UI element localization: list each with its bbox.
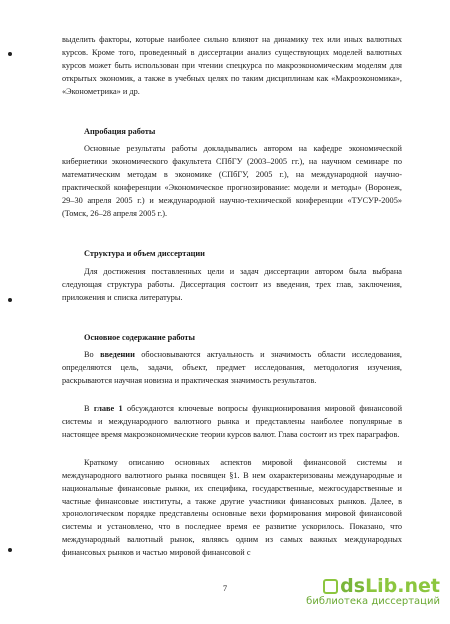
watermark-logo: dsLib.net [306, 576, 440, 596]
margin-bullet-bottom [8, 548, 12, 552]
watermark [306, 576, 440, 608]
paragraph-introduction-summary: Во введении обосновываются актуальность и значимость области исследования, определяются цель, задачи, объект, предмет исследования, методология изучения, раскрываются научная новизна и практическая значимость результатов. [62, 350, 402, 386]
paragraph-intro: выделить факторы, которые наиболее сильно влияют на динамику тех или иных валютных курсов. Кроме того, проведенный в диссертации анализ существующих моделей валютных курсов может быть использован при чтении спецкурса по макроэкономическим моделям для открытых экономик, а также в учебных целях по таким дисциплинам как «Макроэкономика», «Эконометрика» и др. [62, 35, 402, 96]
watermark-subtitle: библиотека диссертаций [306, 596, 440, 607]
paragraph-chapter1-summary: В главе 1 обсуждаются ключевые вопросы функционирования мировой финансовой системы и международного валютного рынка и представлены наиболее популярные в настоящее время макроэкономические теории курсов валют. Глава состоит из трех параграфов. [62, 404, 403, 439]
margin-bullet-middle [8, 298, 12, 302]
paragraph-approbation: Основные результаты работы докладывались автором на кафедре экономической кибернетики экономического факультета СПбГУ (2003–2005 гг.), на научном семинаре по математическим методам в экономике (СПбГУ, 2005 г.), на международной научно-практической конференции «Экономическое прогнозирование: модели и методы» (Воронеж, 29–30 апреля 2005 г.) и международной научно-технической конференции «ТУСУР-2005» (Томск, 26–28 апреля 2005 г.). [62, 144, 402, 218]
paragraph-structure: Для достижения поставленных цели и задач диссертации автором была выбрана следующая структура работы. Диссертация состоит из введения, трех глав, заключения, приложения и списка литературы. [62, 266, 402, 302]
page-number: 7 [222, 583, 228, 593]
heading-approbation: Апробация работы [84, 126, 156, 136]
heading-structure: Структура и объем диссертации [84, 248, 205, 258]
document-body [62, 34, 402, 560]
heading-content: Основное содержание работы [84, 332, 195, 342]
paragraph-section1-summary: Краткому описанию основных аспектов мировой финансовой системы и международного валютного рынка посвящен §1. В нем охарактеризованы международные и национальные финансовые рынки, их специфика, государственные, межгосударственные и частные финансовые институты, а также другие участники финансовых рынков. Далее, в хронологическом порядке представлены основные вехи формирования мировой финансовой системы и установлено, что в последнее время ее развитие ускорилось. Показано, что международный валютный рынок, являясь одним из самых важных международных финансовых рынков и частью мировой финансовой с [62, 457, 402, 558]
book-icon [323, 579, 338, 594]
margin-bullet-top [8, 52, 12, 56]
bold-chapter1: главе 1 [93, 404, 123, 414]
bold-introduction: введении [100, 350, 135, 360]
